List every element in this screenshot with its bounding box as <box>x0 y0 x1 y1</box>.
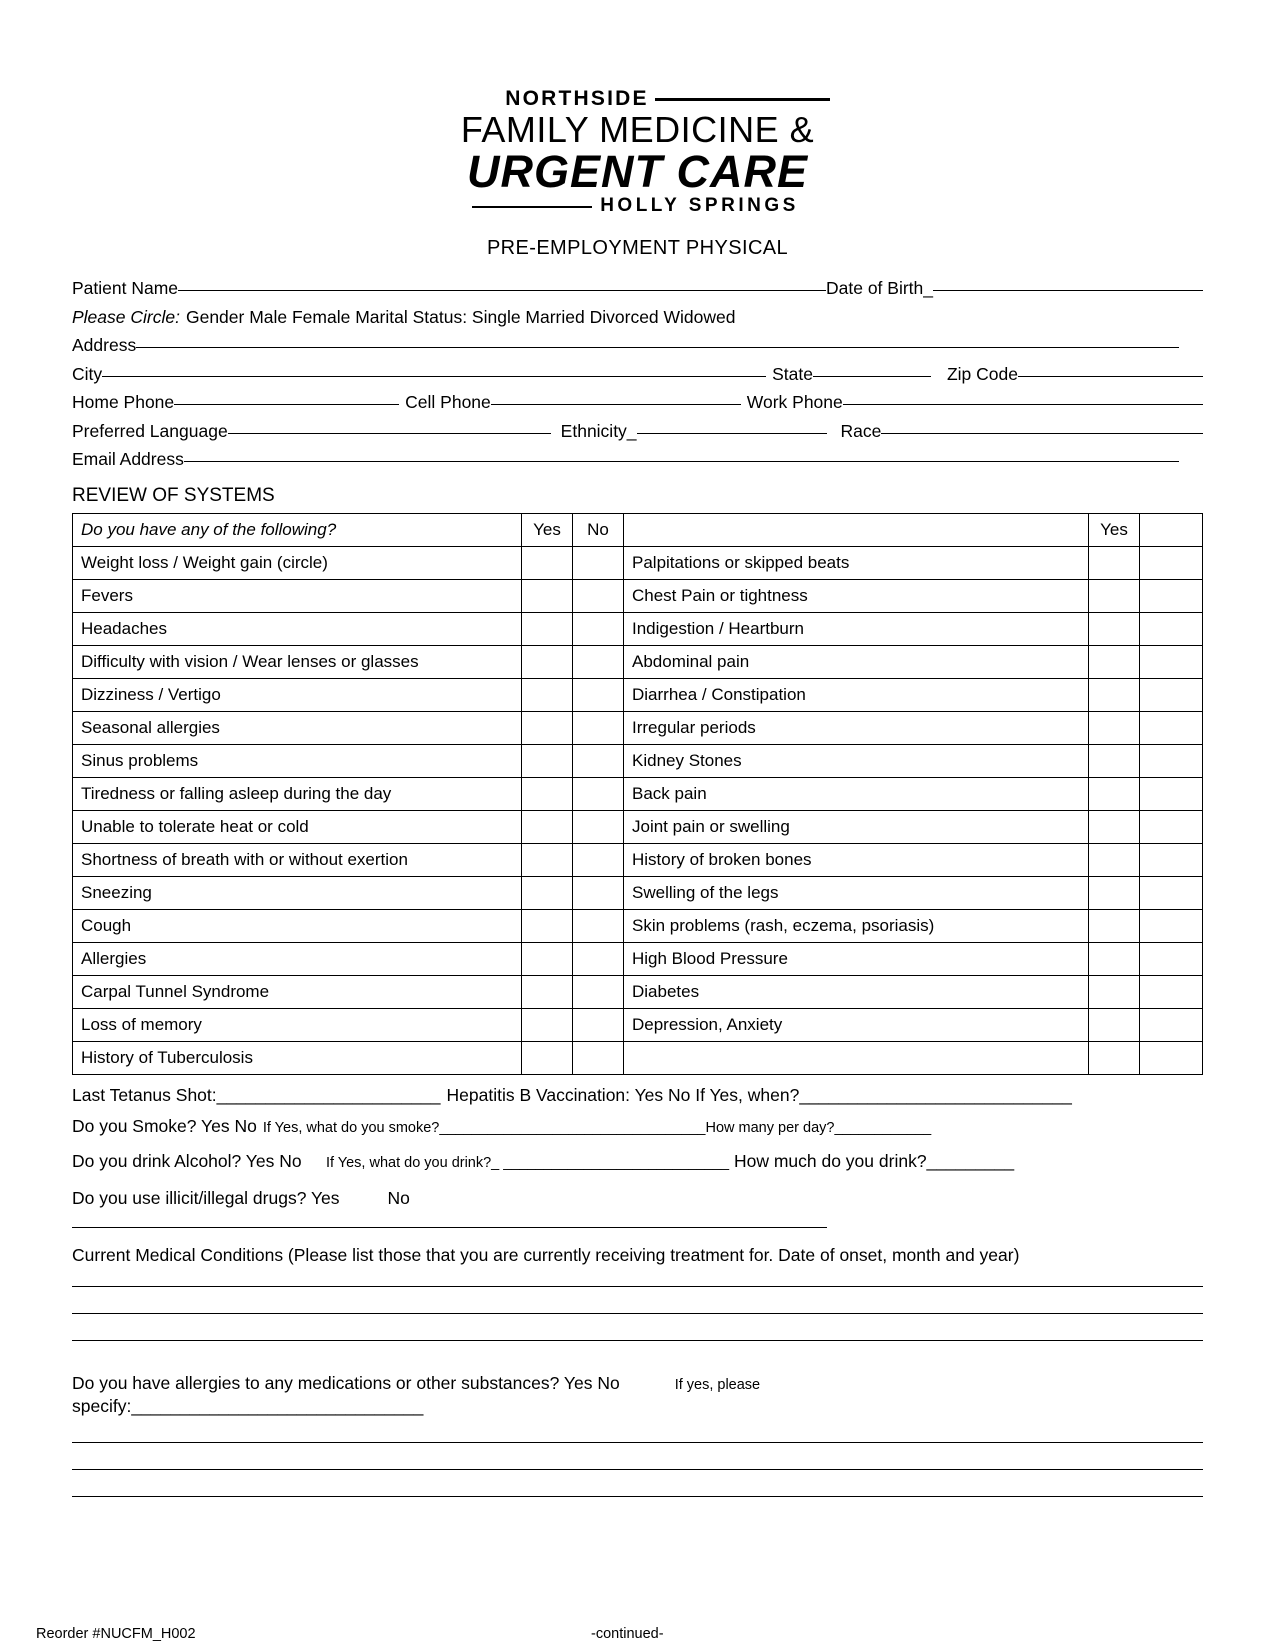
dob-label: Date of Birth_ <box>826 278 933 299</box>
current-conditions-line-3[interactable] <box>72 1340 1203 1341</box>
symptom-left: Difficulty with vision / Wear lenses or glasses <box>73 645 522 678</box>
checkbox-yes-right[interactable] <box>1089 843 1140 876</box>
allergies-line-2[interactable] <box>72 1469 1203 1470</box>
checkbox-yes-right[interactable] <box>1089 678 1140 711</box>
allergies-specify-input[interactable]: specify:______________________________ <box>72 1396 424 1417</box>
symptom-right: Diarrhea / Constipation <box>624 678 1089 711</box>
alcohol-row <box>72 1150 1203 1174</box>
table-row <box>73 942 1203 975</box>
address-row <box>72 337 1203 355</box>
email-label: Email Address <box>72 449 184 470</box>
symptom-right: Chest Pain or tightness <box>624 579 1089 612</box>
demographics-section <box>72 280 1203 469</box>
checkbox-no-right[interactable] <box>1140 810 1203 843</box>
symptom-left: Sneezing <box>73 876 522 909</box>
symptom-left: Dizziness / Vertigo <box>73 678 522 711</box>
checkbox-yes-right[interactable] <box>1089 1041 1140 1074</box>
allergies-followup-label: If yes, please <box>674 1376 761 1393</box>
alcohol-howmuch-label[interactable]: How much do you drink?_________ <box>733 1150 1015 1171</box>
checkbox-no-left[interactable] <box>573 546 624 579</box>
table-row <box>73 711 1203 744</box>
checkbox-no-left[interactable] <box>573 1041 624 1074</box>
table-row <box>73 1008 1203 1041</box>
checkbox-no-right[interactable] <box>1140 579 1203 612</box>
checkbox-no-right[interactable] <box>1140 876 1203 909</box>
city-input[interactable] <box>102 376 766 377</box>
language-ethnicity-race-row <box>72 420 1203 441</box>
symptom-right <box>624 1041 1089 1074</box>
checkbox-yes-left[interactable] <box>522 876 573 909</box>
clinic-logo <box>72 88 1203 215</box>
checkbox-yes-left[interactable] <box>522 744 573 777</box>
dob-input[interactable] <box>933 290 1203 291</box>
patient-name-row <box>72 280 1203 298</box>
review-of-systems-table <box>72 513 1203 1075</box>
symptom-right: Depression, Anxiety <box>624 1008 1089 1041</box>
symptom-left: History of Tuberculosis <box>73 1041 522 1074</box>
home-phone-input[interactable] <box>174 404 399 405</box>
checkbox-yes-left[interactable] <box>522 612 573 645</box>
checkbox-no-left[interactable] <box>573 678 624 711</box>
symptom-right: Joint pain or swelling <box>624 810 1089 843</box>
symptom-right: Palpitations or skipped beats <box>624 546 1089 579</box>
reorder-number: Reorder #NUCFM_H002 <box>36 1626 196 1642</box>
header-yes-right: Yes <box>1089 513 1140 546</box>
ethnicity-input[interactable] <box>637 433 827 434</box>
drugs-question[interactable]: Do you use illicit/illegal drugs? Yes <box>72 1187 340 1208</box>
symptom-left: Allergies <box>73 942 522 975</box>
smoke-perday-input[interactable]: ____________ <box>834 1120 932 1137</box>
symptom-right: Back pain <box>624 777 1089 810</box>
symptom-right: High Blood Pressure <box>624 942 1089 975</box>
table-row <box>73 777 1203 810</box>
checkbox-yes-right[interactable] <box>1089 579 1140 612</box>
checkbox-no-left[interactable] <box>573 645 624 678</box>
gender-marital-text[interactable]: Gender Male Female Marital Status: Single Married Divorced Widowed <box>185 306 736 327</box>
email-input[interactable] <box>184 461 1179 462</box>
checkbox-yes-left[interactable] <box>522 942 573 975</box>
symptom-right: Swelling of the legs <box>624 876 1089 909</box>
logo-rule-top <box>655 98 830 101</box>
checkbox-yes-left[interactable] <box>522 579 573 612</box>
preferred-language-label: Preferred Language <box>72 420 228 441</box>
symptom-left: Tiredness or falling asleep during the day <box>73 777 522 810</box>
checkbox-no-left[interactable] <box>573 579 624 612</box>
alcohol-question[interactable]: Do you drink Alcohol? Yes No <box>72 1150 302 1171</box>
table-row <box>73 612 1203 645</box>
city-state-zip-row <box>72 363 1203 384</box>
checkbox-no-left[interactable] <box>573 975 624 1008</box>
symptom-left: Fevers <box>73 579 522 612</box>
checkbox-no-right[interactable] <box>1140 645 1203 678</box>
checkbox-yes-left[interactable] <box>522 711 573 744</box>
symptom-left: Shortness of breath with or without exertion <box>73 843 522 876</box>
current-conditions-label: Current Medical Conditions (Please list those that you are currently receiving treatment for. Date of onset, month and year) <box>72 1245 1020 1266</box>
phones-row <box>72 394 1203 412</box>
review-of-systems-title: REVIEW OF SYSTEMS <box>72 484 275 506</box>
checkbox-yes-right[interactable] <box>1089 711 1140 744</box>
gender-marital-row <box>72 306 1203 327</box>
tetanus-input[interactable]: _______________________ <box>216 1084 441 1105</box>
logo-text-holly-springs: HOLLY SPRINGS <box>600 195 799 217</box>
tetanus-label: Last Tetanus Shot: <box>72 1084 217 1105</box>
allergies-line-1[interactable] <box>72 1442 1203 1443</box>
patient-name-input[interactable] <box>178 290 826 291</box>
header-blank <box>624 513 1089 546</box>
checkbox-no-right[interactable] <box>1140 942 1203 975</box>
patient-name-label: Patient Name <box>72 278 179 299</box>
checkbox-no-left[interactable] <box>573 810 624 843</box>
symptom-left: Unable to tolerate heat or cold <box>73 810 522 843</box>
checkbox-yes-left[interactable] <box>522 1008 573 1041</box>
zip-label: Zip Code <box>946 363 1018 384</box>
work-phone-input[interactable] <box>843 404 1203 405</box>
checkbox-no-left[interactable] <box>573 1008 624 1041</box>
checkbox-yes-left[interactable] <box>522 843 573 876</box>
checkbox-yes-right[interactable] <box>1089 612 1140 645</box>
checkbox-no-left[interactable] <box>573 744 624 777</box>
address-input[interactable] <box>136 347 1179 348</box>
table-row <box>73 678 1203 711</box>
checkbox-yes-left[interactable] <box>522 810 573 843</box>
checkbox-no-left[interactable] <box>573 843 624 876</box>
checkbox-yes-left[interactable] <box>522 645 573 678</box>
please-circle-label: Please Circle: <box>72 306 180 327</box>
logo-text-family-medicine: FAMILY MEDICINE & <box>460 109 815 150</box>
checkbox-no-right[interactable] <box>1140 777 1203 810</box>
current-conditions-line-2[interactable] <box>72 1313 1203 1314</box>
table-row <box>73 909 1203 942</box>
checkbox-yes-right[interactable] <box>1089 909 1140 942</box>
table-row <box>73 645 1203 678</box>
symptom-right: Irregular periods <box>624 711 1089 744</box>
allergies-row <box>72 1372 1203 1417</box>
page-footer <box>36 1626 1239 1642</box>
logo-rule-bottom <box>472 206 592 208</box>
allergies-line-3[interactable] <box>72 1496 1203 1497</box>
checkbox-yes-left[interactable] <box>522 909 573 942</box>
smoke-followup-label: If Yes, what do you smoke? <box>262 1120 440 1137</box>
logo-line-northside <box>72 88 1203 109</box>
smoke-perday-label: How many per day? <box>705 1120 835 1137</box>
symptom-right: Kidney Stones <box>624 744 1089 777</box>
checkbox-yes-left[interactable] <box>522 777 573 810</box>
preferred-language-input[interactable] <box>228 433 551 434</box>
checkbox-no-left[interactable] <box>573 909 624 942</box>
checkbox-yes-right[interactable] <box>1089 810 1140 843</box>
checkbox-yes-right[interactable] <box>1089 942 1140 975</box>
checkbox-no-left[interactable] <box>573 942 624 975</box>
checkbox-no-right[interactable] <box>1140 612 1203 645</box>
home-phone-label: Home Phone <box>72 392 175 413</box>
checkbox-no-right[interactable] <box>1140 909 1203 942</box>
smoke-question[interactable]: Do you Smoke? Yes No <box>72 1116 257 1137</box>
allergies-question[interactable]: Do you have allergies to any medications or other substances? Yes No <box>72 1372 620 1393</box>
zip-input[interactable] <box>1018 376 1203 377</box>
checkbox-no-right[interactable] <box>1140 711 1203 744</box>
email-row <box>72 451 1203 469</box>
hepb-input[interactable]: ____________________________ <box>799 1084 1072 1105</box>
drugs-detail-input[interactable] <box>72 1227 827 1228</box>
drugs-row <box>72 1187 1203 1229</box>
logo-line-holly-springs <box>72 196 1203 215</box>
checkbox-yes-right[interactable] <box>1089 876 1140 909</box>
symptom-left: Cough <box>73 909 522 942</box>
table-row <box>73 1041 1203 1074</box>
checkbox-yes-left[interactable] <box>522 975 573 1008</box>
table-header-row <box>73 513 1203 546</box>
hepb-label[interactable]: Hepatitis B Vaccination: Yes No If Yes, when? <box>446 1084 800 1105</box>
logo-text-northside: NORTHSIDE <box>505 87 649 110</box>
checkbox-no-right[interactable] <box>1140 1008 1203 1041</box>
table-row <box>73 810 1203 843</box>
table-row <box>73 579 1203 612</box>
table-row <box>73 546 1203 579</box>
logo-text-urgent-care: URGENT CARE <box>466 145 808 197</box>
symptom-left: Seasonal allergies <box>73 711 522 744</box>
table-row <box>73 843 1203 876</box>
work-phone-label: Work Phone <box>746 392 843 413</box>
checkbox-no-right[interactable] <box>1140 678 1203 711</box>
header-yes-left: Yes <box>522 513 573 546</box>
header-no-left: No <box>573 513 624 546</box>
smoke-type-input[interactable]: _________________________________ <box>439 1120 706 1137</box>
continued-label: -continued- <box>591 1626 664 1642</box>
symptom-right: History of broken bones <box>624 843 1089 876</box>
race-label: Race <box>840 420 882 441</box>
ethnicity-label: Ethnicity_ <box>560 420 637 441</box>
city-label: City <box>72 363 103 384</box>
checkbox-yes-right[interactable] <box>1089 645 1140 678</box>
smoking-row <box>72 1118 1203 1136</box>
drugs-no-option[interactable]: No <box>387 1187 410 1208</box>
alcohol-followup-label[interactable]: If Yes, what do you drink?_ ____________________________ <box>325 1154 730 1171</box>
symptom-left: Headaches <box>73 612 522 645</box>
checkbox-yes-right[interactable] <box>1089 777 1140 810</box>
checkbox-no-right[interactable] <box>1140 744 1203 777</box>
state-label: State <box>772 363 813 384</box>
symptom-right: Diabetes <box>624 975 1089 1008</box>
tetanus-hepb-row <box>72 1084 1203 1105</box>
table-body <box>73 513 1203 1074</box>
symptom-left: Carpal Tunnel Syndrome <box>73 975 522 1008</box>
state-input[interactable] <box>813 376 931 377</box>
table-row <box>73 876 1203 909</box>
checkbox-no-left[interactable] <box>573 876 624 909</box>
checkbox-yes-left[interactable] <box>522 546 573 579</box>
checkbox-yes-right[interactable] <box>1089 744 1140 777</box>
checkbox-yes-right[interactable] <box>1089 546 1140 579</box>
checkbox-no-right[interactable] <box>1140 1041 1203 1074</box>
checkbox-yes-left[interactable] <box>522 678 573 711</box>
checkbox-no-right[interactable] <box>1140 843 1203 876</box>
symptom-right: Indigestion / Heartburn <box>624 612 1089 645</box>
header-question: Do you have any of the following? <box>73 513 522 546</box>
checkbox-yes-left[interactable] <box>522 1041 573 1074</box>
symptom-left: Weight loss / Weight gain (circle) <box>73 546 522 579</box>
checkbox-yes-right[interactable] <box>1089 975 1140 1008</box>
cell-phone-label: Cell Phone <box>405 392 491 413</box>
checkbox-no-right[interactable] <box>1140 975 1203 1008</box>
table-row <box>73 744 1203 777</box>
cell-phone-input[interactable] <box>491 404 741 405</box>
checkbox-no-right[interactable] <box>1140 546 1203 579</box>
checkbox-no-left[interactable] <box>573 612 624 645</box>
symptom-left: Loss of memory <box>73 1008 522 1041</box>
page-title: PRE-EMPLOYMENT PHYSICAL <box>486 237 789 260</box>
checkbox-no-left[interactable] <box>573 777 624 810</box>
table-row <box>73 975 1203 1008</box>
current-conditions-line-1[interactable] <box>72 1286 1203 1287</box>
address-label: Address <box>72 335 137 356</box>
checkbox-no-left[interactable] <box>573 711 624 744</box>
header-no-right <box>1140 513 1203 546</box>
symptom-right: Abdominal pain <box>624 645 1089 678</box>
checkbox-yes-right[interactable] <box>1089 1008 1140 1041</box>
race-input[interactable] <box>881 433 1203 434</box>
symptom-right: Skin problems (rash, eczema, psoriasis) <box>624 909 1089 942</box>
symptom-left: Sinus problems <box>73 744 522 777</box>
